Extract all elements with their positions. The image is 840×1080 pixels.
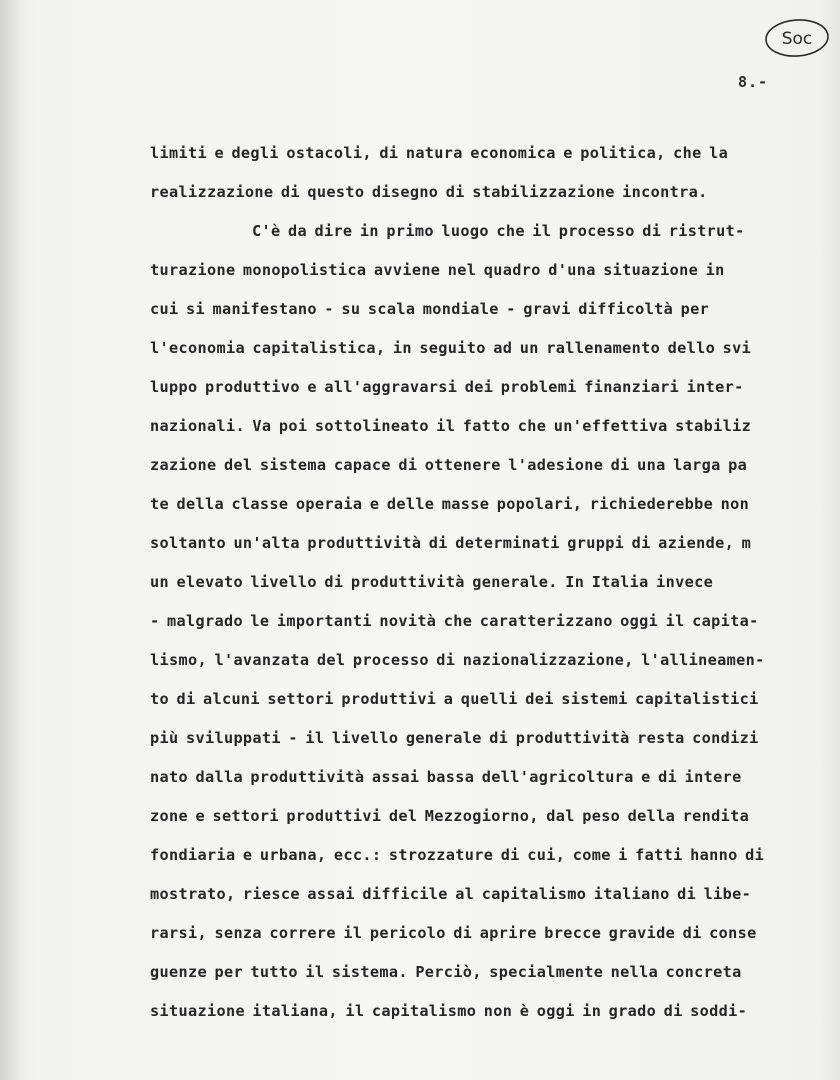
text-line: guenze per tutto il sistema. Perciò, specialmente nella concreta xyxy=(150,963,742,981)
text-line: to di alcuni settori produttivi a quelli dei sistemi capitalistici xyxy=(150,690,759,708)
archive-stamp xyxy=(762,16,832,60)
body-text xyxy=(150,138,810,1035)
text-line: nazionali. Va poi sottolineato il fatto che un'effettiva stabiliz xyxy=(150,417,752,435)
page-edge-shadow xyxy=(0,0,22,1080)
text-line: limiti e degli ostacoli, di natura economica e politica, che la xyxy=(150,144,729,162)
text-line: zazione del sistema capace di ottenere l'adesione di una larga pa xyxy=(150,456,748,474)
text-line: realizzazione di questo disegno di stabilizzazione incontra. xyxy=(150,183,708,201)
text-line: soltanto un'alta produttività di determinati gruppi di aziende, m xyxy=(150,534,752,552)
handwritten-circled-mark xyxy=(762,16,832,60)
text-line: l'economia capitalistica, in seguito ad un rallenamento dello svi xyxy=(150,339,752,357)
text-line: fondiaria e urbana, ecc.: strozzature di cui, come i fatti hanno di xyxy=(150,846,765,864)
text-line: più sviluppati - il livello generale di produttività resta condizi xyxy=(150,729,759,747)
archive-mark-label: Soc xyxy=(781,29,813,49)
page-number: 8.- xyxy=(738,73,769,91)
text-line: - malgrado le importanti novità che caratterizzano oggi il capita- xyxy=(150,612,759,630)
text-line: te della classe operaia e delle masse popolari, richiederebbe non xyxy=(150,495,750,513)
text-line: rarsi, senza correre il pericolo di aprire brecce gravide di conse xyxy=(150,924,757,942)
text-line: luppo produttivo e all'aggravarsi dei problemi finanziari inter- xyxy=(150,378,744,396)
text-line: turazione monopolistica avviene nel quadro d'una situazione in xyxy=(150,261,725,279)
text-line: zone e settori produttivi del Mezzogiorno, dal peso della rendita xyxy=(150,807,750,825)
text-line: cui si manifestano - su scala mondiale - gravi difficoltà per xyxy=(150,300,710,318)
text-line: nato dalla produttività assai bassa dell'agricoltura e di intere xyxy=(150,768,742,786)
text-line: mostrato, riesce assai difficile al capitalismo italiano di libe- xyxy=(150,885,752,903)
text-line: C'è da dire in primo luogo che il processo di ristrut- xyxy=(252,222,745,240)
text-line: un elevato livello di produttività generale. In Italia invece xyxy=(150,573,714,591)
text-line: lismo, l'avanzata del processo di nazionalizzazione, l'allineamen- xyxy=(150,651,765,669)
text-line: situazione italiana, il capitalismo non è oggi in grado di soddi- xyxy=(150,1002,748,1020)
